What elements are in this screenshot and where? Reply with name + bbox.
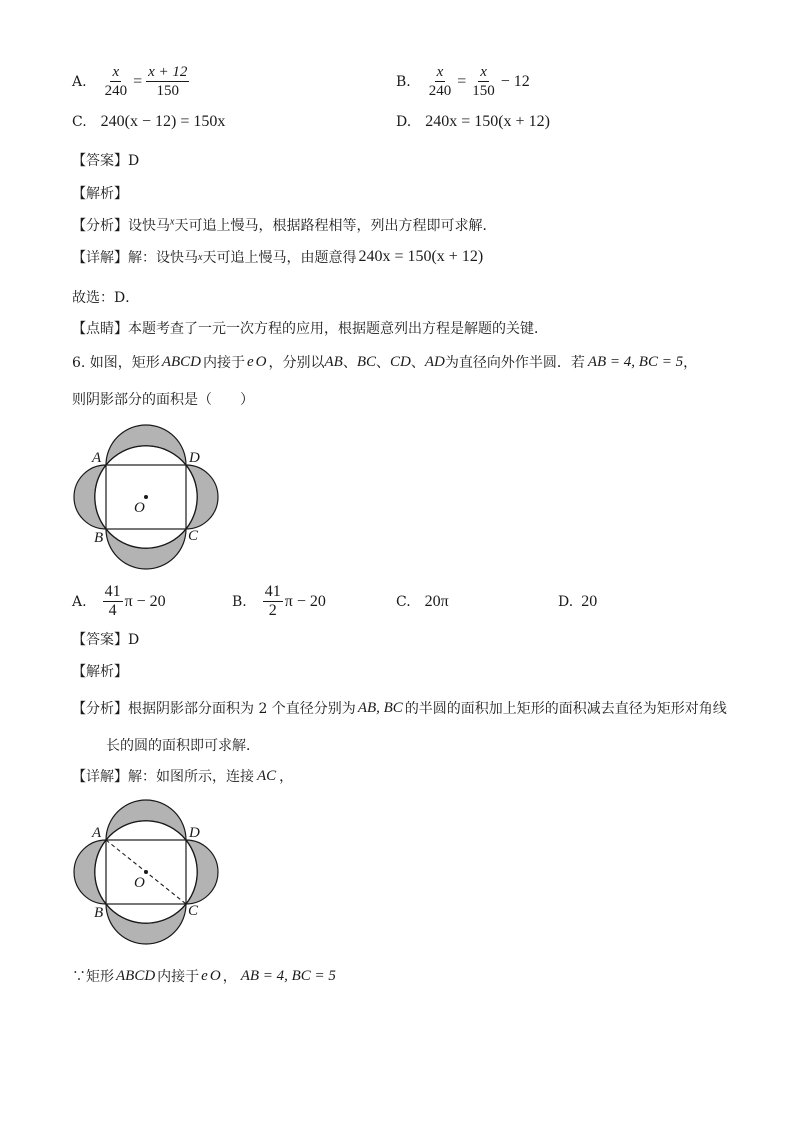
option-label: B. xyxy=(396,73,411,90)
label-d: D xyxy=(189,825,200,841)
option-label: B. xyxy=(232,593,247,610)
q6-fenxi: 【分析】 根据阴影部分面积为 2 个直径分别为 AB, BC 的半圆的面积加上矩形的面积减去直径为矩形对角线 xyxy=(72,699,727,717)
figure-2 xyxy=(68,795,228,950)
q5-detail: 【详解】 解：设快马 x 天可追上慢马，由题意得 240x = 150(x + 12) xyxy=(72,248,484,266)
fraction: $\frac{x}{150}$ xyxy=(472,64,495,99)
q5-option-b: B. $\frac{x}{240}$ = $\frac{x}{150}$ − 12 xyxy=(396,64,530,99)
option-label: A. xyxy=(72,73,87,90)
shade-bottom xyxy=(106,529,186,569)
option-label: C. xyxy=(396,594,411,610)
q5-option-d xyxy=(396,113,550,131)
q5-fenxi: 【分析】设快马$^x$天可追上慢马，根据路程相等，列出方程即可求解． xyxy=(72,216,497,234)
option-label: D. xyxy=(558,594,574,610)
fraction: $\frac{41}{2}$ xyxy=(264,583,281,619)
q5-option-c xyxy=(72,113,225,131)
q5-dianjing: 【点睛】本题考查了一元一次方程的应用，根据题意列出方程是解题的关键． xyxy=(72,321,548,337)
fraction: $\frac{41}{4}$ xyxy=(104,583,121,619)
label-c: C xyxy=(188,903,199,919)
q5-choose: 故选：D． xyxy=(72,290,140,306)
q6-detail: 【详解】 解：如图所示，连接 AC ， xyxy=(72,767,294,785)
label-o: O xyxy=(134,500,145,516)
q6-option-c: C. 20π xyxy=(396,593,449,610)
label-b: B xyxy=(94,530,104,546)
shade-left xyxy=(74,465,106,529)
option-label: D. xyxy=(396,114,412,130)
q6-fenxi-line2: 长的圆的面积即可求解． xyxy=(106,738,260,754)
label-d: D xyxy=(189,450,200,466)
equation: 240x = 150(x + 12) xyxy=(425,113,550,130)
q6-analysis-heading: 【解析】 xyxy=(72,664,128,680)
shade-left xyxy=(74,840,106,904)
label-o: O xyxy=(134,875,145,891)
q6-stem-line2: 则阴影部分的面积是（ ） xyxy=(72,392,254,408)
equation: 240x = 150(x + 12) xyxy=(358,248,484,265)
option-label: A. xyxy=(72,593,87,610)
q6-answer: 【答案】D xyxy=(72,632,140,648)
shade-top xyxy=(106,425,186,465)
shade-top xyxy=(106,800,186,840)
fraction: $\frac{x + 12}{150}$ xyxy=(148,64,188,99)
label-b: B xyxy=(94,905,104,921)
shade-right xyxy=(186,465,218,529)
label-a: A xyxy=(92,450,102,466)
q6-option-b: B. $\frac{41}{2}$ π − 20 xyxy=(232,583,326,619)
q6-because: ∵矩形 ABCD 内接于 e O ， AB = 4, BC = 5 xyxy=(72,967,336,985)
label-c: C xyxy=(188,528,199,544)
figure-1 xyxy=(68,420,228,575)
q6-option-a: A. $\frac{41}{4}$ π − 20 xyxy=(72,583,166,619)
shade-bottom xyxy=(106,904,186,944)
equation: 240(x − 12) = 150x xyxy=(100,113,226,130)
q5-option-a: A. $\frac{x}{240}$ = $\frac{x + 12}{150}$ xyxy=(72,64,188,99)
center-point xyxy=(144,870,148,874)
fraction: $\frac{x}{240}$ xyxy=(104,64,128,99)
q5-answer: 【答案】D xyxy=(72,153,140,169)
label-a: A xyxy=(92,825,102,841)
q6-stem: 6. 如图，矩形 ABCD 内接于 e O ，分别以 AB 、 BC 、 CD 、 AD 为直径向外作半圆．若 AB = 4, BC = 5 ， xyxy=(72,353,698,371)
fraction: $\frac{x}{240}$ xyxy=(428,64,452,99)
q6-option-d: D. 20 xyxy=(558,593,598,610)
shade-right xyxy=(186,840,218,904)
q5-analysis-heading: 【解析】 xyxy=(72,186,128,202)
center-point xyxy=(144,495,148,499)
option-label: C. xyxy=(72,114,87,130)
